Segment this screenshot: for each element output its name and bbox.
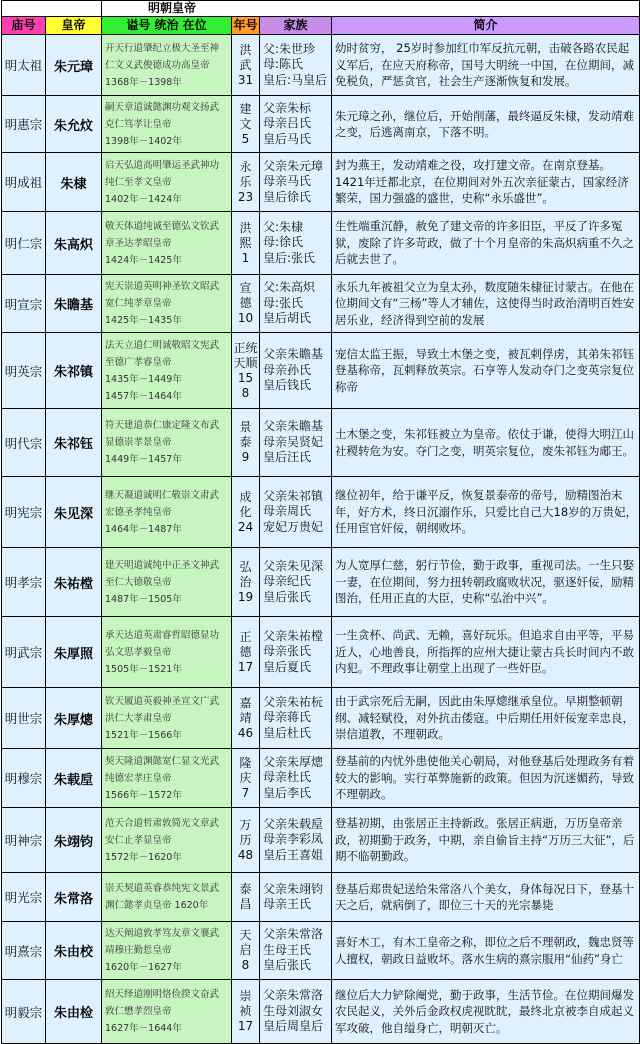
era-cell-line: 23 (237, 189, 254, 204)
family-cell (260, 688, 332, 749)
family-cell-line: 父亲朱见深 (263, 558, 324, 573)
temple-name-cell: 明毅宗 (2, 980, 46, 1044)
table-row (2, 333, 640, 409)
era-cell-line: 文 (239, 116, 252, 131)
era-cell-line: 建 (239, 101, 252, 116)
family-cell-line: 父亲朱瞻基 (263, 419, 324, 434)
family-cell-line: 皇后张氏 (263, 589, 312, 604)
intro-cell: 宠信太监王振，导致土木堡之变，被瓦剌俘虏，其弟朱祁钰登基称帝，瓦剌释放英宗。石亨等人发动夺门之变英宗复位称帝 (332, 333, 640, 409)
temple-name-cell: 明神宗 (2, 808, 46, 873)
posthumous-cell-line: 章圣达孝昭皇帝 (105, 237, 172, 249)
emperor-name-cell: 朱祐樘 (46, 548, 102, 617)
era-cell (232, 873, 260, 922)
table-row (2, 96, 640, 153)
temple-name-cell: 明太祖 (2, 35, 46, 96)
era-cell-line: 24 (237, 519, 254, 534)
posthumous-cell-line: 靖穆庄勤悊皇帝 (105, 945, 172, 956)
era-cell (232, 749, 260, 808)
era-cell-line: 31 (237, 72, 254, 87)
table-row (2, 409, 640, 477)
intro-cell: 土木堡之变，朱祁钰被立为皇帝。依仗于谦，使得大明江山社稷转危为安。夺门之变，明英宗复位，废朱祁钰为郕王。 (332, 409, 640, 477)
emperor-name-cell: 朱厚熜 (46, 688, 102, 749)
family-cell (260, 96, 332, 153)
posthumous-cell (102, 922, 232, 980)
temple-name-cell: 明宪宗 (2, 477, 46, 548)
era-cell-line: 成 (239, 489, 252, 504)
posthumous-cell (102, 212, 232, 275)
posthumous-cell-line: 嗣天章道诚懿渊功观文扬武 (105, 101, 220, 113)
intro-cell: 由于武宗死后无嗣，因此由朱厚熜继承皇位。早期整顿朝纲、减轻赋役，对外抗击倭寇。中后期任用奸佞宠幸忠良，崇信道教，不理朝政。 (332, 688, 640, 749)
posthumous-cell-line: 1425年－1435年 (105, 315, 182, 326)
posthumous-cell-line: 达天阐道敦孝笃友章文襄武 (105, 928, 220, 939)
posthumous-cell-line: 弘文思孝毅皇帝 (105, 646, 172, 658)
temple-name-cell: 明穆宗 (2, 749, 46, 808)
temple-name-cell: 明孝宗 (2, 548, 46, 617)
table-row (2, 617, 640, 688)
table-row (2, 688, 640, 749)
posthumous-cell (102, 477, 232, 548)
family-cell-line: 母亲蒋氏 (263, 710, 312, 725)
temple-name-cell: 明武宗 (2, 617, 46, 688)
header-family: 家族 (260, 17, 332, 35)
era-cell-line: 天 (239, 928, 252, 942)
posthumous-cell-line: 承天达道英肃睿哲昭德显功 (105, 629, 220, 641)
family-cell-line: 父:朱世珍 (263, 41, 316, 56)
posthumous-cell (102, 749, 232, 808)
header-emperor: 皇帝 (46, 17, 102, 35)
emperor-name-cell: 朱厚照 (46, 617, 102, 688)
era-cell (232, 153, 260, 212)
era-cell-line: 8 (241, 958, 250, 972)
intro-cell: 继位初年，给于谦平反，恢复景泰帝的帝号，励精图治末年，好方术，终日沉溺作乐，只爱比自己大18岁的万贵妃，任用宦官奸佞，朝纲败坏。 (332, 477, 640, 548)
era-cell-line: 历 (239, 832, 252, 847)
family-cell-line: 皇后胡氏 (263, 311, 312, 326)
family-cell-line: 母:陈氏 (263, 57, 304, 72)
family-cell-line: 生母刘淑女 (263, 1003, 324, 1018)
era-cell-line: 崇 (239, 989, 252, 1003)
posthumous-cell-line: 绍天绎道刚明恪俭揆文奋武 (105, 989, 220, 1000)
era-cell-line: 景 (239, 420, 252, 434)
era-cell-line: 启 (239, 943, 252, 957)
era-cell-line: 48 (237, 847, 254, 862)
posthumous-cell-line: 1521年－1566年 (105, 729, 182, 741)
era-cell-line: 7 (241, 785, 250, 800)
posthumous-cell (102, 35, 232, 96)
posthumous-cell-line: 至德广孝睿皇帝 (105, 356, 172, 368)
posthumous-cell (102, 808, 232, 873)
table-row (2, 922, 640, 980)
family-cell-line: 父亲朱祁镇 (263, 488, 324, 503)
era-cell-line: 乐 (239, 174, 252, 189)
table-row (2, 873, 640, 922)
era-cell-line: 17 (237, 1019, 254, 1033)
posthumous-cell (102, 873, 232, 922)
emperor-name-cell: 朱由校 (46, 922, 102, 980)
temple-name-cell: 明光宗 (2, 873, 46, 922)
family-cell-line: 母:张氏 (263, 295, 304, 310)
family-cell-line: 母亲周氏 (263, 504, 312, 519)
temple-name-cell: 明熹宗 (2, 922, 46, 980)
era-cell (232, 688, 260, 749)
intro-cell: 登基前的内忧外患使他关心朝局，对他登基后处理政务有着较大的影响。实行革弊施新的政策。但因为沉迷媚药，导致不理朝政。 (332, 749, 640, 808)
era-cell-line: 嘉 (239, 695, 252, 710)
header-intro: 简介 (332, 17, 640, 35)
posthumous-cell (102, 96, 232, 153)
era-cell (232, 212, 260, 275)
posthumous-cell-line: 范天合道哲肃敦简光文章武 (105, 817, 220, 829)
era-cell-line: 庆 (239, 770, 252, 785)
family-cell-line: 皇后钱氏 (263, 378, 312, 393)
intro-cell: 继位后大力铲除阉党，勤于政事，生活节俭。在位期间爆发农民起义，关外后金政权虎视眈眈，最终北京被李自成起义军攻破，他自缢身亡，明朝灭亡。 (332, 980, 640, 1044)
family-cell-line: 母亲孙氏 (263, 362, 312, 377)
posthumous-cell-line: 1572年－1620年 (105, 851, 182, 863)
posthumous-cell-line: 宪天崇道英明神圣钦文昭武 (105, 281, 220, 292)
era-cell-line: 泰 (239, 882, 252, 896)
table-title: 明朝皇帝 (102, 1, 640, 17)
temple-name-cell: 明英宗 (2, 333, 46, 409)
era-cell-line: 洪 (239, 42, 252, 57)
family-cell-line: 父亲朱厚熜 (263, 754, 324, 769)
emperor-name-cell: 朱常洛 (46, 873, 102, 922)
posthumous-cell-line: 敬天体道纯诚至德弘文钦武 (105, 220, 220, 232)
emperor-name-cell: 朱见深 (46, 477, 102, 548)
family-cell (260, 477, 332, 548)
family-cell (260, 808, 332, 873)
family-cell-line: 皇后马氏 (263, 131, 312, 146)
intro-cell: 幼时贫穷， 25岁时参加红巾军反抗元朝，击破各路农民起义军后，在应天府称帝，国号大明统一中国，在位期间，减免税负，严惩贪官，社会生产逐渐恢复和发展。 (332, 35, 640, 96)
emperor-name-cell: 朱瞻基 (46, 275, 102, 333)
posthumous-cell-line: 1627年－1644年 (105, 1023, 182, 1034)
emperor-table (1, 0, 640, 1044)
posthumous-cell-line: 1457年－1464年 (105, 390, 182, 402)
era-cell-line: 1 (241, 250, 250, 265)
era-cell-line: 德 (239, 644, 252, 659)
posthumous-cell-line: 显德崇孝景皇帝 (105, 437, 172, 448)
era-cell-line: 19 (237, 589, 254, 604)
era-cell (232, 617, 260, 688)
era-cell-line: 天顺 (233, 355, 258, 370)
posthumous-cell-line: 1402年－1424年 (105, 193, 182, 205)
family-cell-line: 母亲马氏 (263, 174, 312, 189)
family-cell-line: 皇后徐氏 (263, 189, 312, 204)
family-cell-line: 皇后汪氏 (263, 450, 312, 465)
family-cell-line: 父亲朱元璋 (263, 158, 324, 173)
family-cell-line: 皇后杜氏 (263, 725, 312, 740)
era-cell-line: 8 (241, 385, 250, 400)
posthumous-cell-line: 1505年－1521年 (105, 663, 182, 675)
family-cell-line: 母亲李彩凤 (263, 832, 324, 847)
posthumous-cell (102, 153, 232, 212)
posthumous-cell-line: 1424年－1425年 (105, 254, 182, 266)
intro-cell: 生性端重沉静，赦免了建文帝的许多旧臣，平反了许多冤狱，废除了许多苛政，做了十个月皇帝的朱高炽病重不久之后就去世了。 (332, 212, 640, 275)
era-cell-line: 5 (241, 131, 250, 146)
era-cell-line: 17 (237, 659, 254, 674)
posthumous-cell (102, 409, 232, 477)
era-cell-line: 永 (239, 159, 252, 174)
posthumous-cell-line: 契天隆道渊懿宽仁显文光武 (105, 755, 220, 767)
emperor-name-cell: 朱翊钧 (46, 808, 102, 873)
posthumous-cell-line: 至仁大德敬皇帝 (105, 576, 172, 588)
family-cell-line: 父亲朱瞻基 (263, 347, 324, 362)
posthumous-cell-line: 克仁笃孝让皇帝 (105, 118, 172, 130)
emperor-name-cell: 朱祁镇 (46, 333, 102, 409)
family-cell-line: 皇后:张氏 (263, 250, 316, 265)
era-cell (232, 477, 260, 548)
era-cell-line: 祯 (239, 1004, 252, 1018)
family-cell-line: 父亲朱常洛 (263, 988, 324, 1003)
era-cell (232, 548, 260, 617)
intro-cell: 登基后郑贵妃送给朱常洛八个美女，身体每况日下，登基十天之后，就病倒了，即位三十天的光宗暴毙 (332, 873, 640, 922)
table-row (2, 548, 640, 617)
era-cell-line: 正统 (233, 340, 258, 355)
family-cell-line: 皇后张氏 (263, 958, 312, 973)
family-cell (260, 873, 332, 922)
family-cell-line: 父:朱棣 (263, 219, 304, 234)
emperor-name-cell: 朱载垕 (46, 749, 102, 808)
era-cell-line: 46 (237, 725, 254, 740)
posthumous-cell (102, 617, 232, 688)
posthumous-cell-line: 仁文义武俊德成功高皇帝 (105, 59, 210, 71)
family-cell-line: 母:徐氏 (263, 235, 304, 250)
intro-cell: 一生贪杯、尚武、无赖，喜好玩乐。但追求自由平等，平易近人，心地善良，所指挥的应州大捷让蒙古兵长时间内不敢内犯。不理政事让朝堂上出现了一些奸臣。 (332, 617, 640, 688)
era-cell-line: 宣 (239, 281, 252, 295)
posthumous-cell-line: 1398年－1402年 (105, 135, 182, 147)
temple-name-cell: 明惠宗 (2, 96, 46, 153)
posthumous-cell-line: 宏德圣孝纯皇帝 (105, 506, 172, 518)
era-cell-line: 昌 (239, 897, 252, 911)
era-cell (232, 808, 260, 873)
posthumous-cell-line: 开天行道肇纪立极大圣至神 (105, 42, 220, 54)
intro-cell: 登基初期，由张居正主持新政。张居正病逝，万历皇帝亲政，初期勤于政务，中期，亲自偷旨主持“万历三大征”，后期不临朝勤政。 (332, 808, 640, 873)
posthumous-cell (102, 980, 232, 1044)
family-cell-line: 母亲吕氏 (263, 116, 312, 131)
temple-name-cell: 明仁宗 (2, 212, 46, 275)
emperor-name-cell: 朱允炆 (46, 96, 102, 153)
family-cell-line: 母亲张氏 (263, 644, 312, 659)
title-blank-cell (2, 1, 102, 17)
intro-cell: 喜好木工，有木工皇帝之称，即位之后不理朝政，魏忠贤等人擅权，朝政日益败坏。落水生病的熹宗服用“仙药”身亡 (332, 922, 640, 980)
posthumous-cell-line: 1435年－1449年 (105, 373, 182, 385)
posthumous-cell-line: 纯德宏孝庄皇帝 (105, 772, 172, 784)
header-era: 年号 (232, 17, 260, 35)
era-cell (232, 980, 260, 1044)
posthumous-cell-line: 建天明道诚纯中正圣文神武 (105, 559, 220, 571)
family-cell (260, 35, 332, 96)
era-cell-line: 德 (239, 296, 252, 310)
table-row (2, 153, 640, 212)
table-row (2, 808, 640, 873)
family-cell-line: 皇后李氏 (263, 785, 312, 800)
era-cell (232, 409, 260, 477)
family-cell (260, 275, 332, 333)
temple-name-cell: 明宣宗 (2, 275, 46, 333)
table-row (2, 980, 640, 1044)
family-cell (260, 409, 332, 477)
posthumous-cell-line: 敦仁懋孝烈皇帝 (105, 1006, 172, 1017)
posthumous-cell-line: 法天立道仁明诚敬昭文宪武 (105, 339, 220, 351)
era-cell (232, 35, 260, 96)
family-cell-line: 皇后王喜姐 (263, 847, 324, 862)
posthumous-cell (102, 548, 232, 617)
table-row (2, 35, 640, 96)
era-cell-line: 9 (241, 450, 250, 464)
posthumous-cell-line: 继天凝道诚明仁敬崇文肃武 (105, 489, 220, 501)
era-cell-line: 治 (239, 574, 252, 589)
emperor-name-cell: 朱元璋 (46, 35, 102, 96)
posthumous-cell-line: 渊仁懿孝贞皇帝 1620年 (105, 900, 209, 911)
family-cell-line: 母亲王氏 (263, 897, 312, 911)
posthumous-cell-line: 1566年－1572年 (105, 789, 182, 801)
family-cell (260, 980, 332, 1044)
family-cell-line: 父亲朱标 (263, 100, 312, 115)
emperor-name-cell: 朱祁钰 (46, 409, 102, 477)
era-cell-line: 10 (237, 311, 254, 325)
table-row (2, 275, 640, 333)
family-cell-line: 父亲朱翊钧 (263, 881, 324, 896)
era-cell-line: 万 (239, 817, 252, 832)
posthumous-cell-line: 1449年－1457年 (105, 454, 182, 465)
era-cell-line: 熙 (239, 235, 252, 250)
intro-cell: 朱元璋之孙，继位后，开始削藩，最终逼反朱棣，发动靖难之变，后逃离南京，下落不明。 (332, 96, 640, 153)
family-cell-line: 父亲朱常洛 (263, 927, 324, 942)
table-row (2, 212, 640, 275)
temple-name-cell: 明代宗 (2, 409, 46, 477)
posthumous-cell-line: 1620年－1627年 (105, 962, 182, 973)
header-posthumous: 谥号 统治 在位 (102, 17, 232, 35)
table-row (2, 749, 640, 808)
family-cell-line: 母亲杜氏 (263, 770, 312, 785)
family-cell-line: 母亲纪氏 (263, 574, 312, 589)
posthumous-cell-line: 洪仁大孝肃皇帝 (105, 712, 172, 724)
era-cell-line: 洪 (239, 220, 252, 235)
family-cell (260, 922, 332, 980)
era-cell-line: 化 (239, 504, 252, 519)
era-cell-line: 泰 (239, 435, 252, 449)
family-cell (260, 749, 332, 808)
family-cell-line: 宠妃万贵妃 (263, 519, 324, 534)
era-cell-line: 靖 (239, 710, 252, 725)
table-row (2, 477, 640, 548)
family-cell-line: 皇后夏氏 (263, 659, 312, 674)
family-cell-line: 父亲朱祐樘 (263, 628, 324, 643)
posthumous-cell (102, 688, 232, 749)
posthumous-cell-line: 1487年－1505年 (105, 593, 182, 605)
family-cell-line: 父亲朱载垕 (263, 816, 324, 831)
family-cell-line: 皇后周皇后 (263, 1019, 324, 1034)
posthumous-cell (102, 333, 232, 409)
posthumous-cell-line: 1464年－1487年 (105, 523, 182, 535)
era-cell (232, 275, 260, 333)
era-cell-line: 弘 (239, 559, 252, 574)
posthumous-cell-line: 纯仁至孝文皇帝 (105, 176, 172, 188)
posthumous-cell-line: 启天弘道高明肇运圣武神功 (105, 159, 220, 171)
emperor-name-cell: 朱棣 (46, 153, 102, 212)
family-cell (260, 617, 332, 688)
family-cell-line: 父亲朱祐杬 (263, 694, 324, 709)
era-cell-line: 正 (239, 629, 252, 644)
era-cell (232, 922, 260, 980)
family-cell (260, 153, 332, 212)
intro-cell: 为人宽厚仁慈，躬行节俭，勤于政事，重视司法。一生只娶一妻，在位期间，努力扭转朝政腐败状况，驱逐奸佞，励精图治，任用正直的大臣，史称“弘治中兴”。 (332, 548, 640, 617)
emperor-name-cell: 朱由检 (46, 980, 102, 1044)
posthumous-cell-line: 安仁止孝显皇帝 (105, 834, 172, 846)
era-cell (232, 333, 260, 409)
family-cell-line: 父:朱高炽 (263, 280, 316, 295)
header-temple-name: 庙号 (2, 17, 46, 35)
posthumous-cell-line: 钦天履道英毅神圣宣文广武 (105, 695, 220, 707)
posthumous-cell-line: 符天建道恭仁康定隆文布武 (105, 420, 220, 431)
intro-cell: 永乐九年被祖父立为皇太孙，数度随朱棣征讨蒙古。在他在位期间文有“三杨”等人才辅佐，这使得当时政治清明百姓安居乐业，经济得到空前的发展 (332, 275, 640, 333)
era-cell-line: 隆 (239, 755, 252, 770)
family-cell-line: 皇后:马皇后 (263, 72, 328, 87)
temple-name-cell: 明世宗 (2, 688, 46, 749)
family-cell (260, 548, 332, 617)
posthumous-cell-line: 1368年－1398年 (105, 76, 182, 88)
family-cell-line: 母亲吴贤妃 (263, 434, 324, 449)
intro-cell: 封为燕王，发动靖难之役，攻打建文帝。在南京登基。1421年迁都北京，在位期间对外五次亲征蒙古，国家经济繁荣，国力强盛的盛世，史称“永乐盛世”。 (332, 153, 640, 212)
family-cell-line: 生母王氏 (263, 942, 312, 957)
era-cell-line: 武 (239, 57, 252, 72)
temple-name-cell: 明成祖 (2, 153, 46, 212)
family-cell (260, 212, 332, 275)
emperor-name-cell: 朱高炽 (46, 212, 102, 275)
posthumous-cell-line: 崇天契道英睿恭纯宪文景武 (105, 883, 220, 894)
era-cell-line: 15 (237, 370, 254, 385)
era-cell (232, 96, 260, 153)
family-cell (260, 333, 332, 409)
posthumous-cell-line: 宽仁纯孝章皇帝 (105, 298, 172, 309)
posthumous-cell (102, 275, 232, 333)
